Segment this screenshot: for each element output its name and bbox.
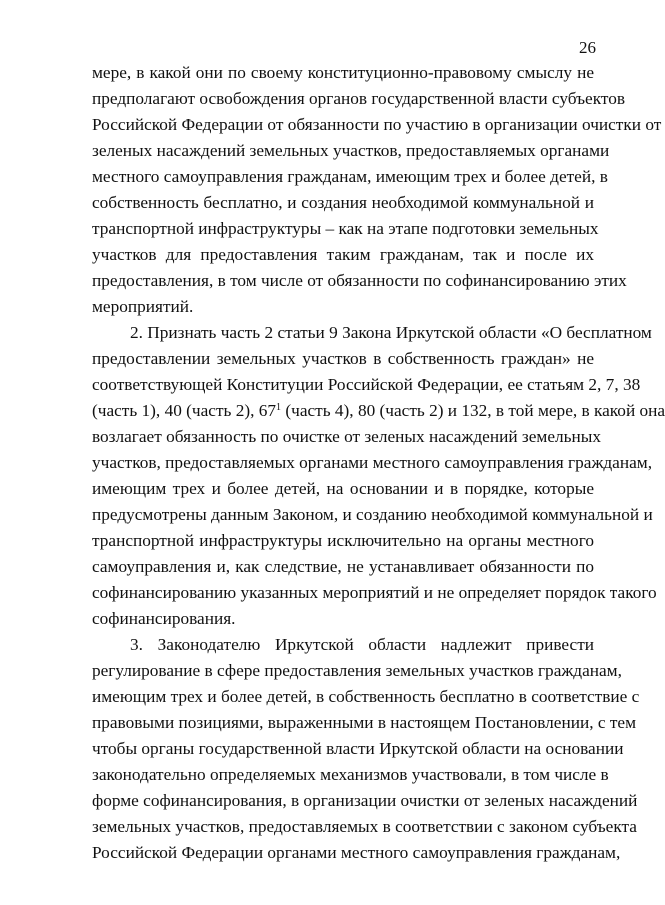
text-line: форме софинансирования, в организации очистки от зеленых насаждений bbox=[92, 791, 638, 810]
text-line: мере, в какой они по своему конституционно-правовому смыслу не bbox=[92, 63, 594, 82]
text-line: участков для предоставления таким гражданам, так и после их bbox=[92, 245, 594, 264]
text-line: предоставлении земельных участков в собственность граждан» не bbox=[92, 349, 594, 368]
text-segment: (часть 1), 40 (часть 2), 67 bbox=[92, 401, 277, 420]
page-number: 26 bbox=[579, 38, 596, 57]
text-line: собственность бесплатно, и создания необходимой коммунальной и bbox=[92, 193, 594, 212]
text-line: предоставления, в том числе от обязанности по софинансированию этих bbox=[92, 271, 627, 290]
text-line: регулирование в сфере предоставления земельных участков гражданам, bbox=[92, 661, 622, 680]
text-line: имеющим трех и более детей, в собственность бесплатно в соответствие с bbox=[92, 687, 640, 706]
paragraph-1 bbox=[92, 60, 662, 320]
text-line: возлагает обязанность по очистке от зеленых насаждений земельных bbox=[92, 427, 602, 446]
superscript: 1 bbox=[276, 402, 282, 413]
text-segment: (часть 4), 80 (часть 2) и 132, в той мере, в какой она bbox=[281, 401, 665, 420]
text-line: местного самоуправления гражданам, имеющим трех и более детей, в bbox=[92, 167, 608, 186]
text-line: софинансирования. bbox=[92, 609, 236, 628]
text-line: имеющим трех и более детей, на основании и в порядке, которые bbox=[92, 479, 594, 498]
text-line: мероприятий. bbox=[92, 297, 194, 316]
text-line: участков, предоставляемых органами местного самоуправления гражданам, bbox=[92, 453, 653, 472]
text-line: предусмотрены данным Законом, и созданию необходимой коммунальной и bbox=[92, 505, 653, 524]
text-line: самоуправления и, как следствие, не устанавливает обязанности по bbox=[92, 557, 594, 576]
text-line: зеленых насаждений земельных участков, предоставляемых органами bbox=[92, 141, 610, 160]
text-line: транспортной инфраструктуры исключительно на органы местного bbox=[92, 531, 594, 550]
text-line: соответствующей Конституции Российской Федерации, ее статьям 2, 7, 38 bbox=[92, 375, 641, 394]
document-body bbox=[92, 60, 665, 866]
text-line: Российской Федерации органами местного самоуправления гражданам, bbox=[92, 843, 621, 862]
text-line: Российской Федерации от обязанности по участию в организации очистки от bbox=[92, 115, 662, 134]
text-line bbox=[92, 398, 665, 424]
paragraph-2 bbox=[92, 320, 665, 632]
text-line: транспортной инфраструктуры – как на этапе подготовки земельных bbox=[92, 219, 599, 238]
text-line: земельных участков, предоставляемых в соответствии с законом субъекта bbox=[92, 817, 637, 836]
text-line: софинансированию указанных мероприятий и не определяет порядок такого bbox=[92, 583, 657, 602]
text-line: правовыми позициями, выраженными в настоящем Постановлении, с тем bbox=[92, 713, 637, 732]
text-line: чтобы органы государственной власти Иркутской области на основании bbox=[92, 739, 624, 758]
paragraph-3 bbox=[92, 632, 640, 866]
text-line: 3. Законодателю Иркутской области надлежит привести bbox=[130, 635, 594, 654]
text-line: предполагают освобождения органов государственной власти субъектов bbox=[92, 89, 626, 108]
text-line: 2. Признать часть 2 статьи 9 Закона Иркутской области «О бесплатном bbox=[130, 323, 652, 342]
text-line: законодательно определяемых механизмов участвовали, в том числе в bbox=[92, 765, 609, 784]
